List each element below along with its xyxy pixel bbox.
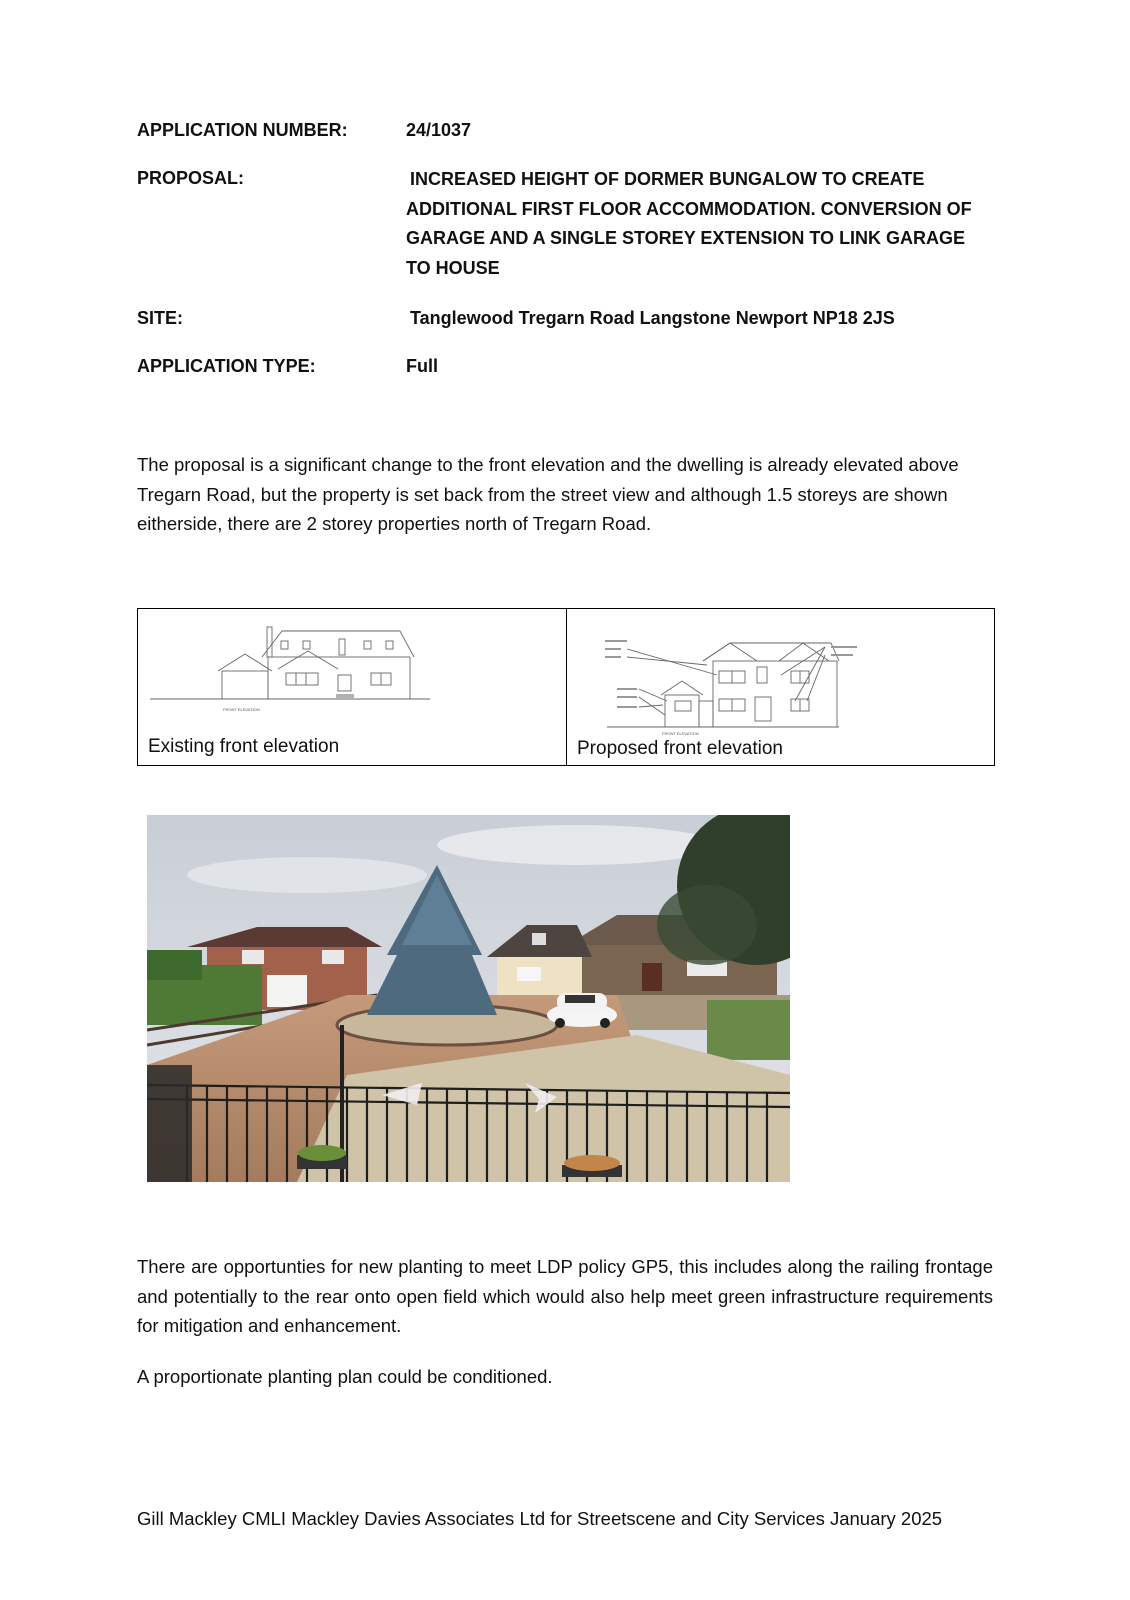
footer-credit: Gill Mackley CMLI Mackley Davies Associates Ltd for Streetscene and City Services January 2025 — [137, 1508, 943, 1529]
application-number-label: APPLICATION NUMBER: — [137, 120, 348, 140]
proposed-drawing-label: FRONT ELEVATION — [662, 731, 699, 736]
intro-paragraph: The proposal is a significant change to the front elevation and the dwelling is already elevated above Tregarn Road, but the property is set back from the street view and although 1.5 storeys are shown eitherside, there are 2 storey properties north of Tregarn Road. — [137, 454, 959, 534]
application-type-label: APPLICATION TYPE: — [137, 356, 316, 376]
site-value: Tanglewood Tregarn Road Langstone Newport NP18 2JS — [410, 308, 895, 328]
existing-drawing-label: FRONT ELEVATION — [223, 707, 260, 712]
application-number-value: 24/1037 — [406, 120, 472, 140]
proposal-label: PROPOSAL: — [137, 168, 245, 188]
existing-elevation-cell — [137, 608, 567, 766]
proposal-value: INCREASED HEIGHT OF DORMER BUNGALOW TO CREATE ADDITIONAL FIRST FLOOR ACCOMMODATION. CONVERSION OF GARAGE AND A SINGLE STOREY EXTENSION TO LINK GARAGE TO HOUSE — [406, 169, 972, 278]
planting-paragraph: There are opportunties for new planting to meet LDP policy GP5, this includes along the railing frontage and potentially to the rear onto open field which would also help meet green infrastructure requirements for mitigation and enhancement. — [137, 1256, 993, 1336]
site-label: SITE: — [137, 308, 184, 328]
street-view-photo — [147, 815, 790, 1182]
application-type-value: Full — [406, 356, 438, 376]
existing-elevation-caption: Existing front elevation — [148, 736, 340, 757]
proposed-elevation-caption: Proposed front elevation — [577, 738, 783, 759]
proposed-elevation-cell — [566, 608, 995, 766]
conclusion-paragraph: A proportionate planting plan could be conditioned. — [137, 1366, 553, 1387]
